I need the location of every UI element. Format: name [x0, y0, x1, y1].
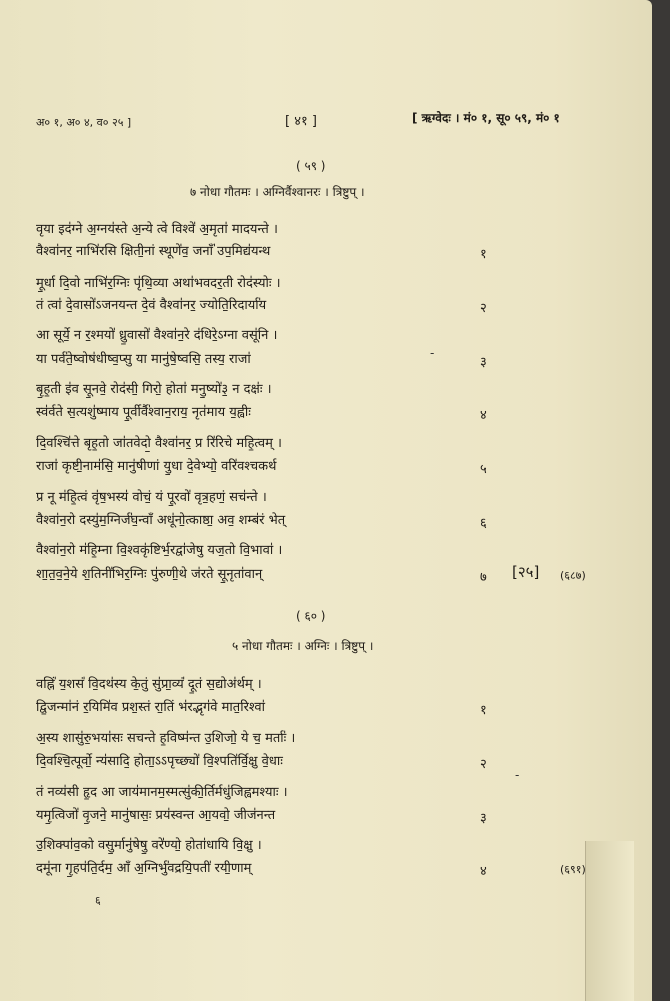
verse-number: ५: [480, 462, 487, 477]
stray-mark: -: [515, 768, 520, 782]
verse-line: दि॒वश्चि॑त्ते बृह॒तो जा॑तवेदो॒ वैश्वा॑नर॒ प्र रि॑रिचे महि॒त्वम् ।: [36, 436, 282, 451]
verse-line: वैश्वा॑न॒रो म॑हि॒म्ना वि॒श्वकृ॑ष्टिर्भ॒रद्वा॑जेषु यज॒तो वि॒भावा॑ ।: [36, 543, 283, 558]
verse-number: ७: [480, 570, 487, 585]
verse-line: वैश्वा॑न॒रो दस्यु॑म॒ग्निर्ज॑घ॒न्वाँ अधू॑नो॒त्काष्ठा॒ अव॒ शम्ब॑रं भेत्: [36, 513, 286, 528]
verse-number: १: [480, 247, 487, 262]
header-left-reference: अ० १, अ० ४, व० २५ ]: [36, 116, 132, 129]
signature-mark: ६: [95, 894, 101, 907]
cumulative-count: (६८७): [560, 569, 586, 582]
section-title-60: ५ नोधा गौतमः । अग्निः । त्रिष्टुप् ।: [232, 639, 374, 653]
verse-line: वह्निं॑ य॒शसं॑ वि॒दथ॑स्य के॒तुं सु॑प्रा॒व्यं॑ दू॒तं स॒द्योअ॑र्थम् ।: [36, 677, 262, 692]
verse-line: या पर्व॑ते॒ष्वोष॑धीष्व॒प्सु या मानु॑षे॒ष्वसि॒ तस्य॒ राजा॑: [36, 352, 251, 367]
verse-number: ४: [480, 408, 487, 423]
cumulative-count: (६९१): [560, 863, 586, 876]
verse-line: बृ॒ह॒ती इ॑व सू॒नवे॒ रोद॑सी॒ गिरो॒ होता॑ मनु॒ष्यो॑३॒ न दक्षः॑ ।: [36, 382, 272, 397]
verse-line: दि॒वश्चि॒त्पूर्वो॒ न्य॑सादि॒ होता॒ऽऽपृच्छ्यो॑ वि॒श्पति॑र्वि॒क्षु वे॒धाः: [36, 754, 283, 769]
verse-number: ६: [480, 516, 487, 531]
verse-line: तं त्वा॑ दे॒वासो॑ऽजनयन्त दे॒वं वैश्वा॑नर॒ ज्योति॒रिदार्या॑य: [36, 298, 267, 313]
verse-line: शा॒त॒व॒ने॒ये श॒तिनी॑भिर॒ग्निः पु॑रुणी॒थे ज॑रते सू॒नृता॑वान्: [36, 567, 263, 582]
verse-number: ४: [480, 864, 487, 879]
verse-line: अ॒स्य शासु॑रु॒भया॑सः सचन्ते ह॒विष्म॑न्त उ॒शिजो॒ ये च॒ मर्ताः॑ ।: [36, 731, 296, 746]
verse-line: वृया इद॑ग्ने अ॒ग्नय॑स्ते अ॒न्ये त्वे विश्वे॑ अ॒मृता॑ मादयन्ते ।: [36, 222, 278, 237]
page-number: [ ४१ ]: [285, 114, 317, 129]
section-title-59: ७ नोधा गौतमः । अग्निर्वैश्वानरः । त्रिष्टुप् ।: [190, 185, 365, 199]
verse-number: १: [480, 703, 487, 718]
verse-line: उ॒शिक्पा॑व॒को वसु॒र्मानु॑षेषु॒ वरे॑ण्यो॒ होता॑धायि वि॒क्षु ।: [36, 838, 262, 853]
verse-line: वैश्वा॑नर॒ नाभि॑रसि क्षिती॒नां स्थूणे॑व॒ जनाँ॑ उप॒मिद्य॑यन्थ: [36, 244, 271, 259]
verse-line: आ सूर्ये॒ न र॒श्मयो॑ ध्रु॒वासो॑ वैश्वा॑न॒रे द॑धिरे॒ऽग्ना वसू॑नि ।: [36, 328, 278, 343]
header-right-reference: [ ऋग्वेदः । मं० १, सू० ५९, मं० १: [412, 111, 560, 125]
verse-line: प्र नू म॑हि॒त्वं वृ॑ष॒भस्य॑ वोचं॒ यं पू॒रवो॑ वृत्र॒हणं॒ सच॑न्ते ।: [36, 490, 267, 505]
verse-number: २: [480, 301, 487, 316]
section-number-60: ( ६० ): [296, 609, 326, 623]
verse-line: स्व॑र्वते स॒त्यशु॑ष्माय पू॒र्वीर्वै॑श्वान॒राय॒ नृत॑माय य॒ह्वीः: [36, 405, 251, 420]
verse-number: २: [480, 757, 487, 772]
verse-line: मू॒र्धा दि॒वो नाभि॑र॒ग्निः पृ॑थि॒व्या अथा॑भवदर॒ती रोद॑स्योः ।: [36, 276, 281, 291]
varga-number: [२५]: [512, 563, 540, 581]
verse-line: दमू॑ना गृ॒हप॑ति॒र्दम॒ आँ अ॒ग्निर्भु॑वद्रयि॒पती॑ रयी॒णाम्: [36, 861, 252, 876]
verse-line: राजा॑ कृष्टी॒नाम॑सि॒ मानु॑षीणां यु॒धा दे॒वेभ्यो॒ वरि॑वश्चकर्थ: [36, 459, 277, 474]
verse-line: द्वि॒जन्मा॑नं र॒यिमि॑व प्रश॒स्तं रा॒तिं भ॑रद्भृग॑वे मात॒रिश्वा॑: [36, 700, 266, 715]
verse-number: ३: [480, 811, 487, 826]
verse-line: यमृ॒त्विजो॑ वृ॒जने॒ मानु॑षासः॒ प्रय॑स्वन्त आ॒यवो॒ जीज॑नन्त: [36, 808, 276, 823]
verse-line: तं नव्य॑सी हृ॒द आ जाय॑मानम॒स्मत्सु॑की॒र्तिर्मधु॑जिह्वमश्याः ।: [36, 785, 288, 800]
stray-mark: -: [430, 346, 435, 360]
section-number-59: ( ५९ ): [296, 159, 326, 173]
page-fold: [585, 841, 634, 1001]
verse-number: ३: [480, 355, 487, 370]
